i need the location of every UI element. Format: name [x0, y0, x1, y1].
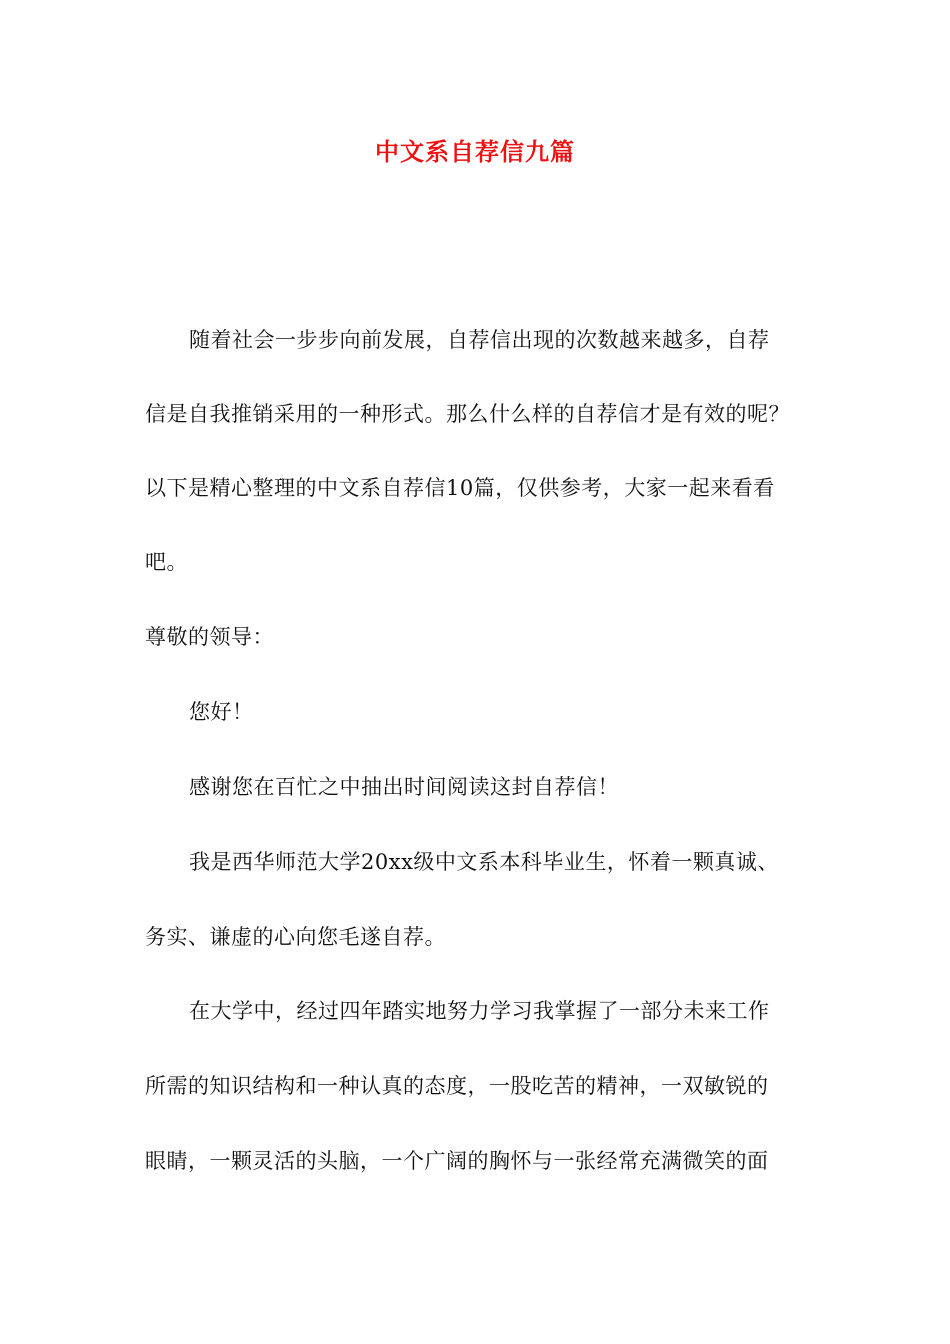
greeting: 您好！	[189, 700, 254, 724]
paragraph-line: 我是西华师范大学20xx级中文系本科毕业生，怀着一颗真诚、	[189, 850, 779, 874]
salutation: 尊敬的领导：	[145, 625, 274, 649]
paragraph-line: 所需的知识结构和一种认真的态度，一股吃苦的精神，一双敏锐的	[145, 1074, 769, 1098]
paragraph-line: 务实、谦虚的心向您毛遂自荐。	[145, 925, 446, 949]
paragraph-line: 以下是精心整理的中文系自荐信10篇，仅供参考，大家一起来看看	[145, 476, 775, 500]
paragraph-line: 随着社会一步步向前发展，自荐信出现的次数越来越多，自荐	[189, 328, 770, 352]
document-title: 中文系自荐信九篇	[375, 137, 575, 166]
paragraph-line: 信是自我推销采用的一种形式。那么什么样的自荐信才是有效的呢？	[145, 402, 790, 426]
paragraph-line: 眼睛，一颗灵活的头脑，一个广阔的胸怀与一张经常充满微笑的面	[145, 1149, 769, 1173]
paragraph-line: 吧。	[145, 550, 188, 574]
paragraph-line: 在大学中，经过四年踏实地努力学习我掌握了一部分未来工作	[189, 999, 770, 1023]
paragraph-line: 感谢您在百忙之中抽出时间阅读这封自荐信！	[189, 775, 619, 799]
